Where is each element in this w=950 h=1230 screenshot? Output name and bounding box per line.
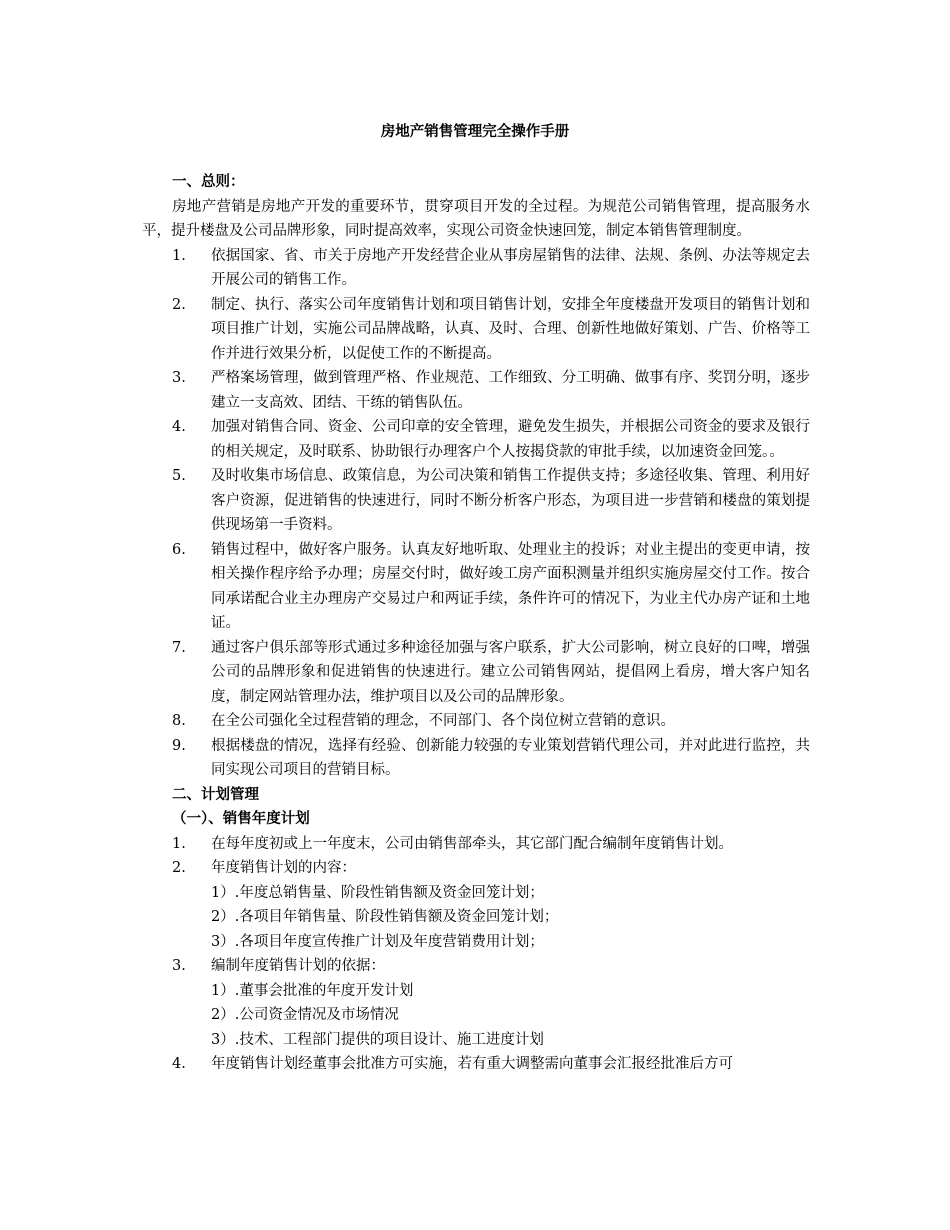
list-item-text: 编制年度销售计划的依据： bbox=[211, 958, 385, 974]
list-item bbox=[142, 366, 810, 415]
list-item-text: 加强对销售合同、资金、公司印章的安全管理，避免发生损失，并根据公司资金的要求及银行的相关规定，及时联系、协助银行办理客户个人按揭贷款的审批手续，以加速资金回笼。。 bbox=[211, 419, 810, 460]
list-item bbox=[142, 954, 810, 979]
list-item-text: 在每年度初或上一年度末，公司由销售部牵头，其它部门配合编制年度销售计划。 bbox=[211, 835, 733, 852]
sub-list-item: 1）.年度总销售量、阶段性销售额及资金回笼计划； bbox=[211, 884, 544, 901]
list-item-number: 1. bbox=[172, 835, 186, 852]
list-item-text: 销售过程中，做好客户服务。认真友好地听取、处理业主的投诉；对业主提出的变更申请，按相关操作程序给予办理；房屋交付时，做好竣工房产面积测量并组织实施房屋交付工作。按合同承诺配合业主办理房产交易过户和两证手续，条件许可的情况下，为业主代办房产证和土地证。 bbox=[211, 541, 810, 631]
list-item-number: 8. bbox=[172, 713, 186, 729]
list-item bbox=[142, 293, 810, 367]
document-title: 房地产销售管理完全操作手册 bbox=[380, 124, 570, 140]
list-item bbox=[142, 709, 810, 734]
section-heading-general: 一、总则： bbox=[172, 174, 245, 190]
list-item bbox=[142, 464, 810, 538]
list-item-text: 年度销售计划的内容： bbox=[211, 860, 356, 876]
list-item-text: 在全公司强化全过程营销的理念，不同部门、各个岗位树立营销的意识。 bbox=[211, 713, 675, 729]
sub-list-item: 3）.各项目年度宣传推广计划及年度营销费用计划； bbox=[211, 933, 544, 950]
sub-list-item: 2）.各项目年销售量、阶段性销售额及资金回笼计划； bbox=[211, 909, 559, 925]
list-item-number: 9. bbox=[172, 737, 186, 754]
list-item-text: 通过客户俱乐部等形式通过多种途径加强与客户联系，扩大公司影响，树立良好的口啤，增强公司的品牌形象和促进销售的快速进行。建立公司销售网站，提倡网上看房，增大客户知名度，制定网站管理办法，维护项目以及公司的品牌形象。 bbox=[211, 639, 810, 705]
list-item bbox=[142, 734, 810, 783]
list-item-number: 5. bbox=[172, 468, 186, 484]
list-item-number: 3. bbox=[172, 370, 186, 386]
list-item bbox=[142, 244, 810, 293]
list-item-number: 4. bbox=[172, 1056, 186, 1072]
intro-paragraph: 房地产营销是房地产开发的重要环节，贯穿项目开发的全过程。为规范公司销售管理，提高服务水平，提升楼盘及公司品牌形象，同时提高效率，实现公司资金快速回笼，制定本销售管理制度。 bbox=[142, 198, 810, 239]
list-item-number: 2. bbox=[172, 860, 186, 876]
list-item bbox=[142, 832, 810, 857]
list-item bbox=[142, 538, 810, 636]
list-item bbox=[142, 415, 810, 464]
sub-list-item: 3）.技术、工程部门提供的项目设计、施工进度计划 bbox=[211, 1031, 544, 1048]
list-item-number: 7. bbox=[172, 639, 186, 656]
list-item-number: 1. bbox=[172, 247, 186, 264]
list-item-text: 严格案场管理，做到管理严格、作业规范、工作细致、分工明确、做事有序、奖罚分明，逐步建立一支高效、团结、干练的销售队伍。 bbox=[211, 370, 810, 411]
list-item-number: 6. bbox=[172, 541, 186, 558]
sub-list-item: 1）.董事会批准的年度开发计划 bbox=[211, 982, 414, 999]
list-item-text: 根据楼盘的情况，选择有经验、创新能力较强的专业策划营销代理公司，并对此进行监控，共同实现公司项目的营销目标。 bbox=[211, 737, 810, 778]
list-item bbox=[142, 636, 810, 710]
list-item-number: 4. bbox=[172, 419, 186, 435]
list-item-number: 3. bbox=[172, 958, 186, 974]
section-heading-planning: 二、计划管理 bbox=[172, 786, 259, 803]
sub-list-item: 2）.公司资金情况及市场情况 bbox=[211, 1007, 399, 1023]
list-item-text: 依据国家、省、市关于房地产开发经营企业从事房屋销售的法律、法规、条例、办法等规定去开展公司的销售工作。 bbox=[211, 247, 810, 288]
list-item-text: 年度销售计划经董事会批准方可实施，若有重大调整需向董事会汇报经批准后方可 bbox=[211, 1056, 733, 1072]
list-item bbox=[142, 856, 810, 881]
list-item-number: 2. bbox=[172, 296, 186, 313]
list-item-text: 及时收集市场信息、政策信息，为公司决策和销售工作提供支持；多途径收集、管理、利用好客户资源，促进销售的快速进行，同时不断分析客户形态，为项目进一步营销和楼盘的策划提供现场第一手资料。 bbox=[211, 468, 810, 533]
list-item-text: 制定、执行、落实公司年度销售计划和项目销售计划，安排全年度楼盘开发项目的销售计划和项目推广计划，实施公司品牌战略，认真、及时、合理、创新性地做好策划、广告、价格等工作并进行效果分析，以促使工作的不断提高。 bbox=[211, 296, 810, 362]
document-body bbox=[142, 170, 810, 1077]
list-item bbox=[142, 1052, 810, 1077]
subsection-heading-annual-plan: （一）、销售年度计划 bbox=[172, 811, 310, 827]
